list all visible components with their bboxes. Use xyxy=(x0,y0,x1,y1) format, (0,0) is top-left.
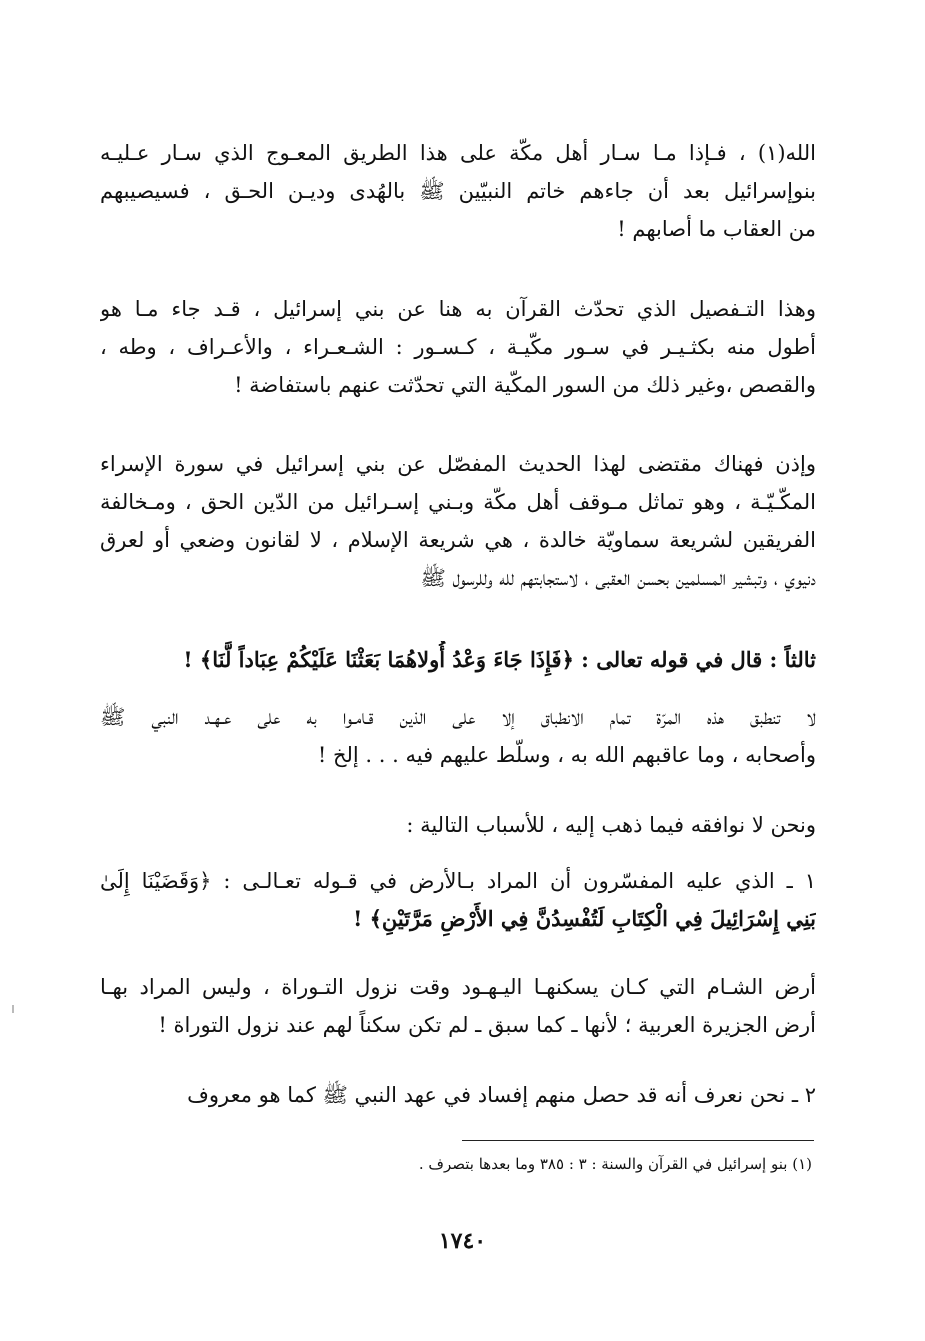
text-line: المكّـيّـة ، وهو تماثل مـوقف أهل مكّة وبـني إسـرائيل من الدّين الحق ، ومـخالفة xyxy=(100,490,816,514)
paragraph-6 xyxy=(100,806,816,844)
text-line: وإذن فهناك مقتضى لهذا الحديث المفصّل عن بني إسرائيل في سورة الإسراء xyxy=(100,452,816,476)
paragraph-2 xyxy=(100,290,816,404)
text-line: بنوإسرائيل بعد أن جاءهم خاتم النبيّين ﷺ بالهُدى وديـن الحـق ، فسيصيبهم xyxy=(100,179,816,203)
text-line: ٢ ـ نحن نعرف أنه قد حصل منهم إفساد في عهد النبي ﷺ كما هو معروف xyxy=(187,1083,816,1107)
footnote-divider xyxy=(462,1140,814,1141)
page-number: ١٧٤٠ xyxy=(438,1228,487,1254)
paragraph-8 xyxy=(100,968,816,1044)
text-line: الله(١) ، فـإذا مـا سـار أهل مكّة على هذا الطريق المعـوج الذي سـار عـليـه xyxy=(100,141,816,165)
text-line: ثالثاً : قال في قوله تعالى : ﴿فَإِذَا جَاءَ وَعْدُ أُولاهُمَا بَعَثْنَا عَلَيْكُمْ عِبَاداً لَّنَا﴾ ! xyxy=(183,647,816,672)
text-line: أطول منه بكثـيـر في سـور مكّيـة ، كـسـور : الشـعـراء ، والأعـراف ، وطه ، xyxy=(100,335,816,359)
text-line: أرض الشـام التي كـان يسكنهـا اليـهـود وقت نزول التـوراة ، وليس المراد بهـا xyxy=(100,975,816,999)
text-line: أرض الجزيرة العربية ؛ لأنها ـ كما سبق ـ لم تكن سكناً لهم عند نزول التوراة ! xyxy=(158,1013,816,1037)
text-line: بَنِي إِسْرَائِيلَ فِي الْكِتَابِ لَتُفْسِدُنَّ فِي الأَرْضِ مَرَّتَيْنِ﴾ ! xyxy=(353,906,816,931)
text-line: الفريقين لشريعة سماويّة خالدة ، هي شريعة الإسلام ، لا لقانون وضعي أو لعرق xyxy=(100,528,816,552)
text-line: وهذا التـفصيل الذي تحدّث القرآن به هنا عن بني إسرائيل ، قـد جاء مـا هو xyxy=(100,297,816,321)
paragraph-3 xyxy=(100,445,816,597)
footnote: (١) بنو إسرائيل في القرآن والسنة : ٣ : ٣٨٥ وما بعدها بتصرف . xyxy=(418,1155,812,1173)
paragraph-5 xyxy=(100,698,816,774)
text-line: ونحن لا نوافقه فيما ذهب إليه ، للأسباب التالية : xyxy=(406,813,816,837)
text-line: والقصص ،وغير ذلك من السور المكّية التي تحدّثت عنهم باستفاضة ! xyxy=(234,373,816,397)
paragraph-1 xyxy=(100,134,816,248)
paragraph-7 xyxy=(100,862,816,938)
text-line: من العقاب ما أصابهم ! xyxy=(617,217,816,241)
paragraph-4 xyxy=(100,641,816,679)
text-line: وأصحابه ، وما عاقبهم الله به ، وسلّط عليهم فيه . . . إلخ ! xyxy=(317,743,816,767)
paragraph-9 xyxy=(100,1076,816,1114)
text-line: ١ ـ الذي عليه المفسّرون أن المراد بـالأرض في قـوله تعـالـى : ﴿وَقَضَيْنَا إِلَىٰ xyxy=(100,869,816,893)
text-line: لا تنطبق هذه المرّة تمام الانطباق إلا على الذين قـامـوا به على عـهـد النبي ﷺ xyxy=(100,705,816,729)
margin-mark xyxy=(12,1005,14,1013)
text-line: دنيوي ، وتبشير المسلمين بحسن العقبى ، لاستجابتهم لله وللرسول ﷺ xyxy=(420,566,816,590)
